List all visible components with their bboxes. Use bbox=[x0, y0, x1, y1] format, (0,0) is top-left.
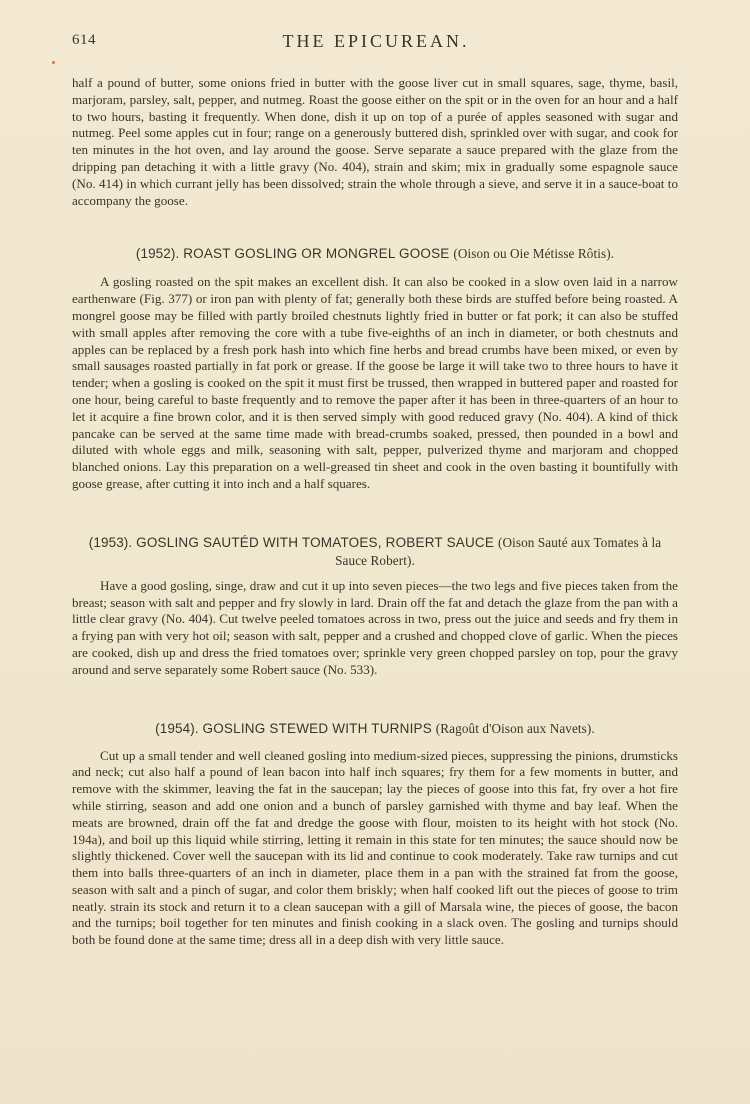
page-header bbox=[72, 32, 680, 52]
recipe-1953-body: Have a good gosling, singe, draw and cut it up into seven pieces—the two legs and five pieces taken from the breast; season with salt and pepper and fry slowly in lard. Drain off the fat and detach the glaze from the pan with a little clear gravy (No. 404). Cut twelve peeled tomatoes across in two, press out the juice and seeds and fry them in a frying pan with very hot oil; season with salt, pepper and a crushed and chopped clove of garlic. When the pieces are cooked, dish up and dress the fried tomatoes over; sprinkle very green chopped parsley on top, pour the gravy around and serve separately some Robert sauce (No. 533). bbox=[72, 577, 678, 677]
recipe-title: ROAST GOSLING OR MONGREL GOOSE bbox=[183, 246, 450, 262]
recipe-french-title: (Oison Sauté aux Tomates à la Sauce Robert). bbox=[335, 534, 662, 568]
recipe-french-title: (Oison ou Oie Métisse Rôtis). bbox=[453, 246, 615, 262]
recipe-number: (1953). bbox=[88, 534, 133, 550]
recipe-1952-body: A gosling roasted on the spit makes an excellent dish. It can also be cooked in a slow oven laid in a narrow earthenware (Fig. 377) or iron pan with plenty of fat; generally both these birds are stuffed before being roasted. A mongrel goose may be filled with partly broiled chestnuts lightly fried in butter or fat pork; it can also be stuffed with small apples after removing the core with a tube five-eighths of an inch in diameter, or both chestnuts and apples can be replaced by a fresh pork hash into which fine herbs and bread crumbs have been mixed, or even by small sausages roasted partially in fat pork or grease. If the goose be large it will take two to three hours to have it tender; when a gosling is cooked on the spit it must first be trussed, then wrapped in buttered paper and roasted for one hour, being careful to baste frequently and to remove the paper after it has been in three-quarters of an hour to let it acquire a fine brown color, and it is then served simply with good reduced gravy (No. 404). A kind of thick pancake can be served at the same time made with bread-crumbs soaked, pressed, then pounded in a bowl and diluted with whole eggs and milk, seasoning with salt, pepper, pulverized thyme and marjoram and chopped blanched onions. Lay this preparation on a well-greased tin sheet and cook in the oven basting it bountifully with goose grease, after cutting it into inch and a half squares. bbox=[72, 274, 678, 491]
recipe-1954-heading bbox=[72, 720, 678, 738]
recipe-title: GOSLING SAUTÉD WITH TOMATOES, ROBERT SAUCE bbox=[136, 534, 495, 550]
recipe-1952-heading bbox=[72, 245, 678, 263]
running-title: THE EPICUREAN. bbox=[282, 31, 470, 51]
continuation-paragraph: half a pound of butter, some onions fried in butter with the goose liver cut in small squares, sage, thyme, basil, marjoram, parsley, salt, pepper, and nutmeg. Roast the goose either on the spit or in the oven for an hour and a half to two hours, basting it frequently. When done, dish it up on top of a purée of apples seasoned with sugar and nutmeg. Peel some apples cut in four; range on a generously buttered dish, sprinkled over with sugar, and cook for ten minutes in the hot oven, and lay around the goose. Serve separate a sauce prepared with the glaze from the dripping pan detaching it with a little gravy (No. 404), strain and skim; mix in gradually some espagnole sauce (No. 414) in which currant jelly has been dissolved; strain the whole through a sieve, and serve it in a sauce-boat to accompany the goose. bbox=[72, 75, 678, 208]
page-content bbox=[72, 75, 678, 949]
recipe-title: GOSLING STEWED WITH TURNIPS bbox=[202, 720, 432, 736]
recipe-number: (1952). bbox=[135, 246, 180, 262]
recipe-french-title: (Ragoût d'Oison aux Navets). bbox=[435, 720, 595, 736]
recipe-1953-heading bbox=[72, 534, 678, 570]
recipe-1954-body: Cut up a small tender and well cleaned gosling into medium-sized pieces, suppressing the pinions, drumsticks and neck; cut also half a pound of lean bacon into half inch squares; fry them for a few moments in butter, and remove with the skimmer, leaving the fat in the saucepan; lay the pieces of goose into this fat, fry over a hot fire while stirring, season and add one onion and a bunch of parsley garnished with thyme and bay leaf. When the meats are browned, drain off the fat and dredge the goose with flour, moisten to its height with hot stock (No. 194a), and boil up this liquid while stirring, letting it remain in this state for ten minutes; the sauce should now be slightly thickened. Cover well the saucepan with its lid and continue to cook moderately. Take raw turnips and cut them into balls three-quarters of an inch in diameter, place them in a pan with the strained fat from the goose, season with salt and a pinch of sugar, and color them briskly; when half cooked lift out the pieces of goose to trim neatly. strain its stock and return it to a clean saucepan with a gill of Marsala wine, the pieces of goose, the bacon and the turnips; boil together for ten minutes and finish cooking in a slack oven. The gosling and turnips should both be found done at the same time; dress all in a deep dish with very little sauce. bbox=[72, 747, 678, 948]
ink-spot bbox=[52, 61, 55, 64]
recipe-number: (1954). bbox=[155, 720, 199, 736]
page-number: 614 bbox=[72, 32, 96, 48]
